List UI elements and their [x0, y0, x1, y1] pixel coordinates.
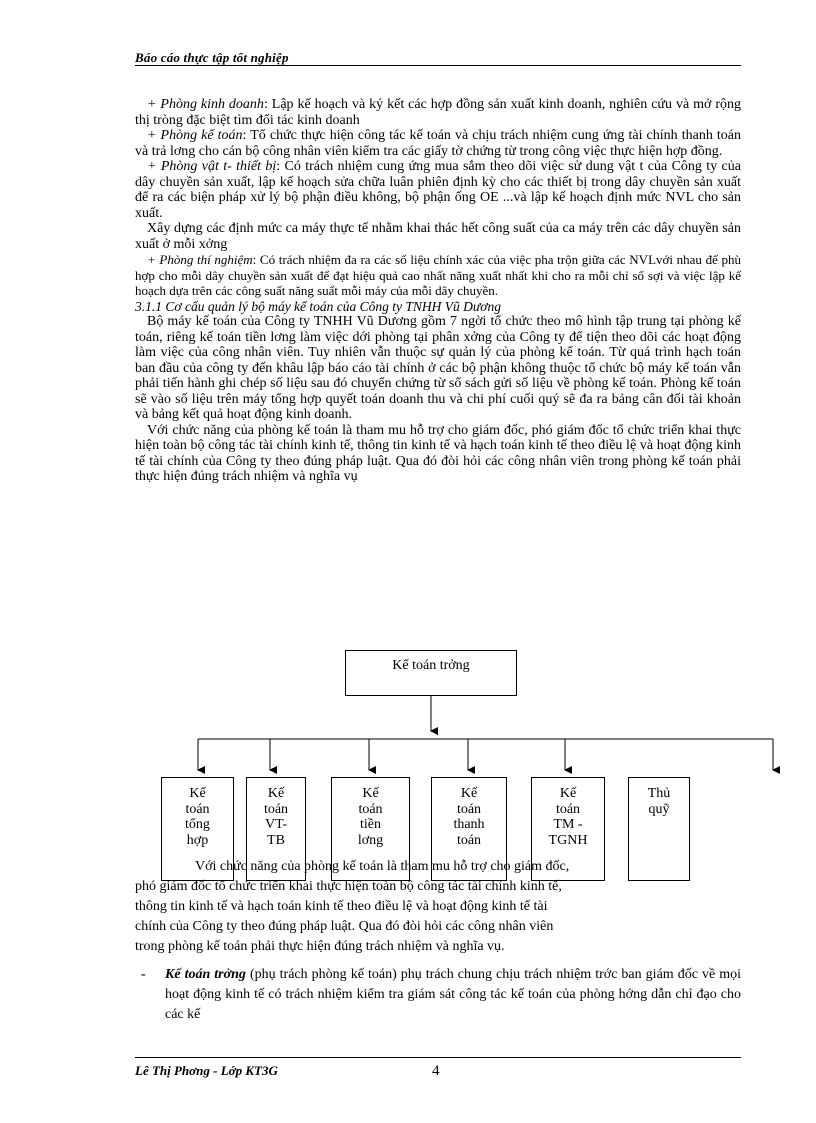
lower-line-5: trong phòng kế toán phải thực hiện đúng trách nhiệm và nghĩa vụ. [135, 939, 505, 954]
bullet-ke-toan-truong [135, 965, 741, 1025]
org-box-ke-toan-tong-hop: Kế toán tổng hợp [161, 777, 234, 881]
lower-line-2: phó giám đốc tổ chức triển khai thực hiện toàn bộ công tác tài chính kinh tế, [135, 879, 562, 894]
paragraph-phong-thi-nghiem: + Phòng thí nghiệm: Có trách nhiệm đa ra các số liệu chính xác của việc pha trộn giữa các NVLvới nhau để phù hợp cho mỗi dây chuyền sản xuất để đạt hiệu quả cao nhất năng xuất nhất khi cho ra mỗi chỉ số sợi và việc lập kế hoạch dựa trên các công suất năng suất mỗi máy của mỗi dây chuyền. [135, 252, 741, 298]
org-box-ke-toan-tm-tgnh: Kế toán TM - TGNH [531, 777, 605, 881]
lower-line-3: thông tin kinh tế và hạch toán kinh tế theo điều lệ và hoạt động kinh tế tài [135, 899, 548, 914]
org-box-thu-quy: Thủ quỹ [628, 777, 690, 881]
org-box-ke-toan-truong: Kế toán trởng [345, 650, 517, 696]
lower-line-4: chính của Công ty theo đúng pháp luật. Qua đó đòi hỏi các công nhân viên [135, 919, 554, 934]
body-text-upper [135, 97, 741, 485]
paragraph-phong-kinh-doanh: + Phòng kinh doanh: Lập kế hoạch và ký kết các hợp đồng sản xuất kinh doanh, nghiên cứu và mở rộng thị tròng đặc biệt tìm đối tác kinh doanh [135, 97, 741, 128]
org-box-ke-toan-thanh-toan: Kế toán thanh toán [431, 777, 507, 881]
page-header-title: Báo cáo thực tập tốt nghiệp [135, 50, 289, 65]
org-box-ke-toan-tien-luong: Kế toán tiền lơng [331, 777, 410, 881]
footer-author: Lê Thị Phơng - Lớp KT3G [135, 1063, 278, 1078]
header-rule [135, 65, 741, 66]
section-heading: 3.1.1 Cơ cấu quản lý bộ máy kế toán của Công ty TNHH Vũ Dương [135, 298, 501, 314]
paragraph-dinh-muc: Xây dựng các định mức ca máy thực tế nhằm khai thác hết công suất của ca máy trên các dây chuyền sản xuất ở mỗi xởng [135, 221, 741, 252]
paragraph-chuc-nang: Với chức năng của phòng kế toán là tham mu hỗ trợ cho giám đốc, phó giám đốc tổ chức triển khai thực hiện toàn bộ công tác tài chính kinh tế, thông tin kinh tế và hạch toán kinh tế theo điều lệ và hoạt động kinh tế tài chính của Công ty theo đúng pháp luật. Qua đó đòi hỏi các công nhân viên trong phòng kế toán phải thực hiện đúng trách nhiệm và nghĩa vụ [135, 422, 741, 484]
body-text-lower [135, 857, 741, 957]
page-number: 4 [432, 1063, 440, 1079]
footer-rule [135, 1057, 741, 1058]
lower-line-1: Với chức năng của phòng kế toán là tham mu hỗ trợ cho giám đốc, [195, 859, 570, 874]
paragraph-phong-ke-toan: + Phòng kế toán: Tổ chức thực hiện công tác kế toán và chịu trách nhiệm cung ứng tài chính thanh toán và trả lơng cho cán bộ công nhân viên kiểm tra các giấy tờ chứng từ trong công việc thực hiện hợp đồng. [135, 128, 741, 159]
paragraph-phong-vat-tu: + Phòng vật t- thiết bị: Có trách nhiệm cung ứng mua sắm theo dõi việc sử dung vật t của Công ty của dây chuyền sản xuất, lập kế hoạch sửa chữa luân phiên định kỳ cho các thiết bị trong dây chuyền sản xuất để ra các biện pháp xử lý bộ phận điều không, bộ phận ống OE ...và lập kế hoạch định mức NVL cho sản xuất. [135, 159, 741, 221]
bullet-text: Kế toán trởng (phụ trách phòng kế toán) phụ trách chung chịu trách nhiệm trớc ban giám đốc về mọi hoạt động kinh tế có trách nhiệm kiểm tra giám sát công tác kế toán của phòng hớng dẫn chỉ đạo cho các kế [165, 967, 741, 1022]
bullet-dash: - [141, 967, 146, 982]
paragraph-bo-may-ke-toan: Bộ máy kế toán của Công ty TNHH Vũ Dương gồm 7 ngời tổ chức theo mô hình tập trung tại phòng kế toán, riêng kế toán tiền lơng làm việc dới phòng tại phân xởng của Công ty để tiện theo dõi các hoạt động làm việc của công nhân viên. Tuy nhiên vẫn thuộc sự quản lý của phòng kế toán. Từ quá trình hạch toán ban đầu của công ty đến khâu lập báo cáo tài chính ở các bộ phận không thuộc tổ chức bộ máy kế toán vẫn phải tiến hành ghi chép số liệu sau đó chuyển chứng từ sổ sách gửi số liệu về phòng kế toán. Phòng kế toán sẽ vào số liệu trên máy tổng hợp quyết toán doanh thu và chi phí cuối quý sẽ đa ra bảng cân đối tài khoản và bảng kết quả hoạt động kinh doanh. [135, 314, 741, 422]
org-box-ke-toan-vt-tb: Kế toán VT- TB [246, 777, 306, 881]
